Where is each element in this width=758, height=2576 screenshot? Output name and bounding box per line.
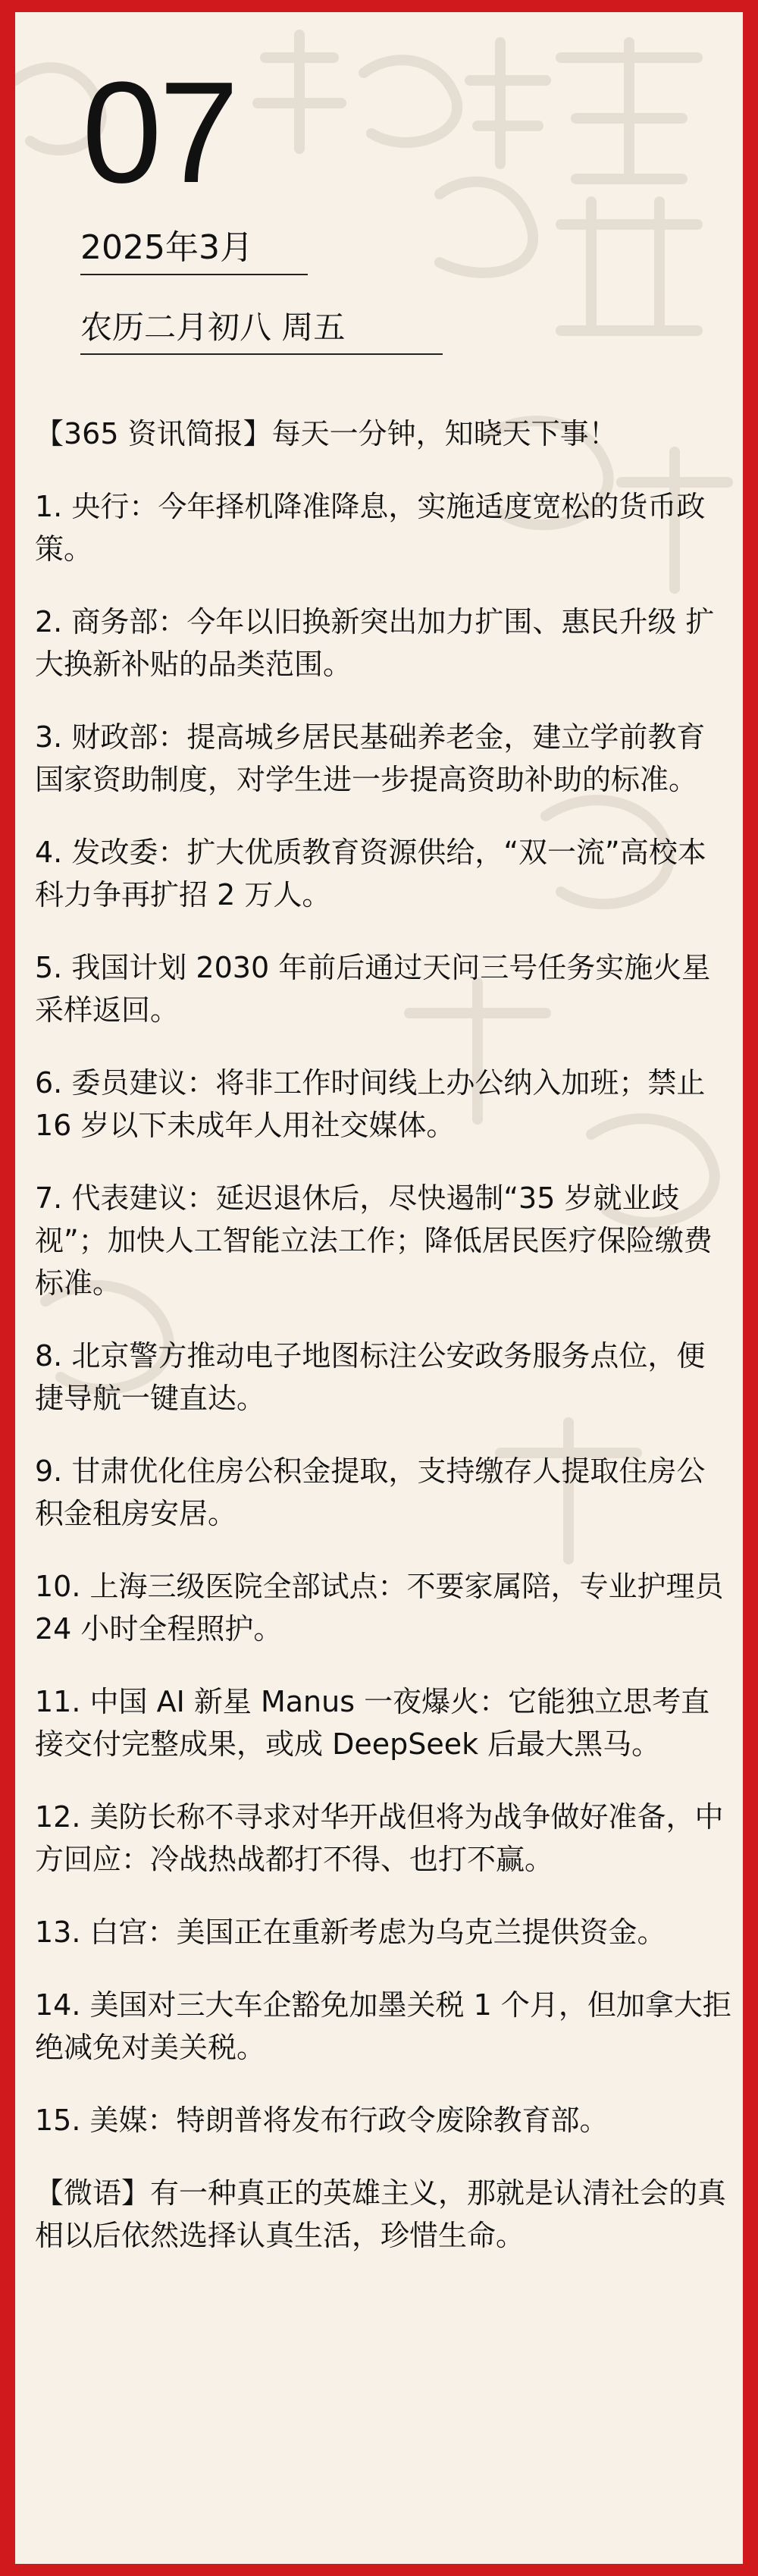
news-item-10: 10. 上海三级医院全部试点：不要家属陪，专业护理员 24 小时全程照护。 xyxy=(35,1570,724,1646)
news-item-7: 7. 代表建议：延迟退休后，尽快遏制“35 岁就业歧视”；加快人工智能立法工作；降低居民医疗保险缴费标准。 xyxy=(35,1181,713,1300)
news-item-9: 9. 甘肃优化住房公积金提取，支持缴存人提取住房公积金租房安居。 xyxy=(35,1454,706,1530)
news-list xyxy=(35,485,732,2141)
news-item-2: 2. 商务部：今年以旧换新突出加力扩围、惠民升级 扩大换新补贴的品类范围。 xyxy=(35,605,715,681)
quote-text: 【微语】有一种真正的英雄主义，那就是认清社会的真相以后依然选择认真生活，珍惜生命。 xyxy=(35,2176,727,2252)
news-item-11: 11. 中国 AI 新星 Manus 一夜爆火：它能独立思考直接交付完整成果，或成 DeepSeek 后最大黑马。 xyxy=(35,1685,710,1761)
news-item-1: 1. 央行：今年择机降准降息，实施适度宽松的货币政策。 xyxy=(35,490,706,566)
news-item-3: 3. 财政部：提高城乡居民基础养老金，建立学前教育国家资助制度，对学生进一步提高资助补助的标准。 xyxy=(35,720,706,796)
intro-text: 【365 资讯简报】每天一分钟，知晓天下事！ xyxy=(35,417,618,450)
news-item-5: 5. 我国计划 2030 年前后通过天问三号任务实施火星采样返回。 xyxy=(35,951,711,1027)
year-month: 2025年3月 xyxy=(80,227,308,275)
news-item-4: 4. 发改委：扩大优质教育资源供给，“双一流”高校本科力争再扩招 2 万人。 xyxy=(35,836,706,911)
calendar-card xyxy=(15,12,743,2564)
news-brief xyxy=(35,413,732,2287)
news-item-6: 6. 委员建议：将非工作时间线上办公纳入加班；禁止 16 岁以下未成年人用社交媒体。 xyxy=(35,1066,706,1142)
news-item-13: 13. 白宫：美国正在重新考虑为乌克兰提供资金。 xyxy=(35,1916,666,1949)
lunar-date: 农历二月初八 周五 xyxy=(80,306,443,355)
news-item-12: 12. 美防长称不寻求对华开战但将为战争做好准备，中方回应：冷战热战都打不得、也打不赢。 xyxy=(35,1800,724,1876)
news-item-8: 8. 北京警方推动电子地图标注公安政务服务点位，便捷导航一键直达。 xyxy=(35,1339,706,1415)
news-item-14: 14. 美国对三大车企豁免加墨关税 1 个月，但加拿大拒绝减免对美关税。 xyxy=(35,1988,731,2064)
news-item-15: 15. 美媒：特朗普将发布行政令废除教育部。 xyxy=(35,2104,609,2137)
day-number: 07 xyxy=(82,52,236,213)
